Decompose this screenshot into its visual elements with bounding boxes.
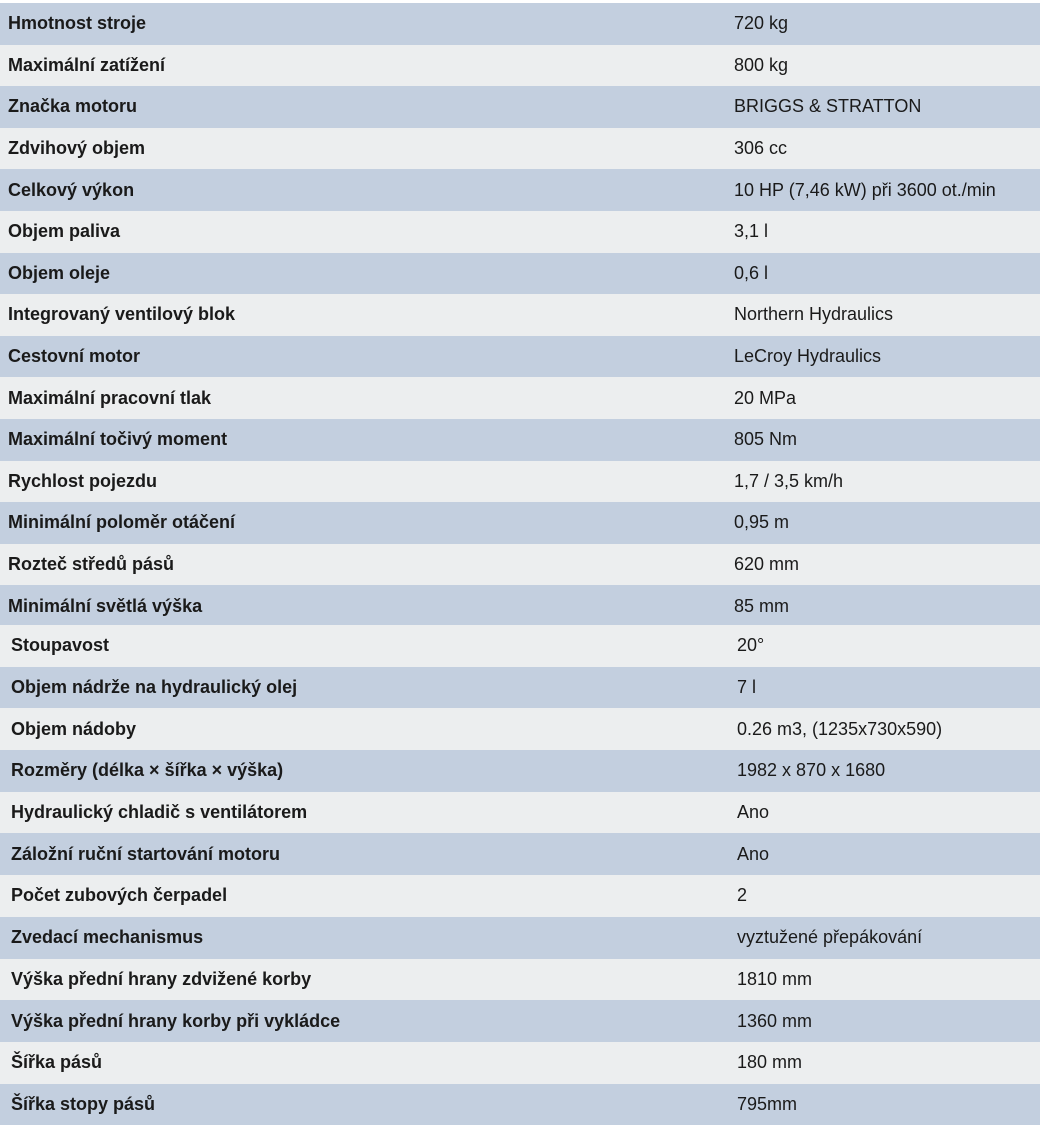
spec-label: Objem nádrže na hydraulický olej (11, 677, 298, 698)
spec-value: 0,95 m (734, 512, 790, 533)
spec-value: Ano (737, 802, 770, 823)
table-row (0, 419, 1040, 461)
spec-label: Zdvihový objem (8, 138, 146, 159)
table-row (0, 1000, 1040, 1042)
spec-label: Hydraulický chladič s ventilátorem (11, 802, 308, 823)
table-row (0, 211, 1040, 253)
spec-label: Záložní ruční startování motoru (11, 843, 281, 864)
spec-label: Maximální točivý moment (8, 429, 228, 450)
spec-value: 805 Nm (734, 429, 798, 450)
table-row (0, 3, 1040, 45)
spec-label: Výška přední hrany zdvižené korby (11, 968, 312, 989)
table-row (0, 461, 1040, 503)
spec-label: Maximální pracovní tlak (8, 387, 212, 408)
table-row (0, 917, 1040, 959)
spec-value: Northern Hydraulics (734, 304, 894, 325)
table-row (0, 585, 1040, 627)
spec-label: Stoupavost (11, 635, 110, 656)
spec-value: 2 (737, 885, 748, 906)
table-row (0, 875, 1040, 917)
spec-group-lower (0, 625, 1040, 1125)
spec-value: 1810 mm (737, 968, 813, 989)
spec-label: Zvedací mechanismus (11, 927, 204, 948)
spec-value: 720 kg (734, 13, 789, 34)
spec-value: 20° (737, 635, 765, 656)
table-row (0, 377, 1040, 419)
spec-value: 306 cc (734, 138, 788, 159)
spec-value: 85 mm (734, 595, 790, 616)
spec-label: Rychlost pojezdu (8, 470, 158, 491)
table-row (0, 86, 1040, 128)
spec-group-upper (0, 3, 1040, 627)
spec-value: 0,6 l (734, 262, 769, 283)
table-row (0, 253, 1040, 295)
table-row (0, 336, 1040, 378)
spec-value: 20 MPa (734, 387, 797, 408)
spec-label: Šířka pásů (11, 1052, 103, 1073)
spec-label: Počet zubových čerpadel (11, 885, 228, 906)
spec-value: vyztužené přepákování (737, 927, 923, 948)
spec-label: Značka motoru (8, 96, 138, 117)
table-row (0, 128, 1040, 170)
spec-value: 795mm (737, 1093, 798, 1114)
spec-label: Minimální poloměr otáčení (8, 512, 236, 533)
spec-label: Šířka stopy pásů (11, 1093, 156, 1114)
spec-value: LeCroy Hydraulics (734, 346, 882, 367)
table-row (0, 294, 1040, 336)
spec-value: BRIGGS & STRATTON (734, 96, 922, 117)
spec-label: Výška přední hrany korby při vykládce (11, 1010, 341, 1031)
table-row (0, 169, 1040, 211)
spec-value: 620 mm (734, 554, 800, 575)
spec-value: 1360 mm (737, 1010, 813, 1031)
table-row (0, 750, 1040, 792)
table-row (0, 833, 1040, 875)
spec-value: 0.26 m3, (1235x730x590) (737, 718, 943, 739)
spec-label: Objem nádoby (11, 718, 137, 739)
table-row (0, 1084, 1040, 1125)
table-row (0, 708, 1040, 750)
spec-value: 800 kg (734, 54, 789, 75)
spec-value: 1982 x 870 x 1680 (737, 760, 886, 781)
spec-label: Minimální světlá výška (8, 595, 203, 616)
table-row (0, 544, 1040, 586)
spec-label: Celkový výkon (8, 179, 135, 200)
spec-label: Cestovní motor (8, 346, 141, 367)
spec-value: 3,1 l (734, 221, 769, 242)
table-row (0, 959, 1040, 1001)
spec-value: 10 HP (7,46 kW) při 3600 ot./min (734, 179, 996, 200)
spec-value: 7 l (737, 677, 757, 698)
table-row (0, 625, 1040, 667)
spec-value: 180 mm (737, 1052, 803, 1073)
spec-value: Ano (737, 843, 770, 864)
spec-label: Objem oleje (8, 262, 111, 283)
spec-label: Objem paliva (8, 221, 121, 242)
table-row (0, 792, 1040, 834)
table-row (0, 502, 1040, 544)
spec-label: Maximální zatížení (8, 54, 166, 75)
spec-label: Rozteč středů pásů (8, 554, 175, 575)
spec-value: 1,7 / 3,5 km/h (734, 470, 844, 491)
spec-label: Integrovaný ventilový blok (8, 304, 236, 325)
spec-label: Rozměry (délka × šířka × výška) (11, 760, 284, 781)
table-row (0, 1042, 1040, 1084)
spec-label: Hmotnost stroje (8, 13, 147, 34)
table-row (0, 45, 1040, 87)
table-row (0, 667, 1040, 709)
